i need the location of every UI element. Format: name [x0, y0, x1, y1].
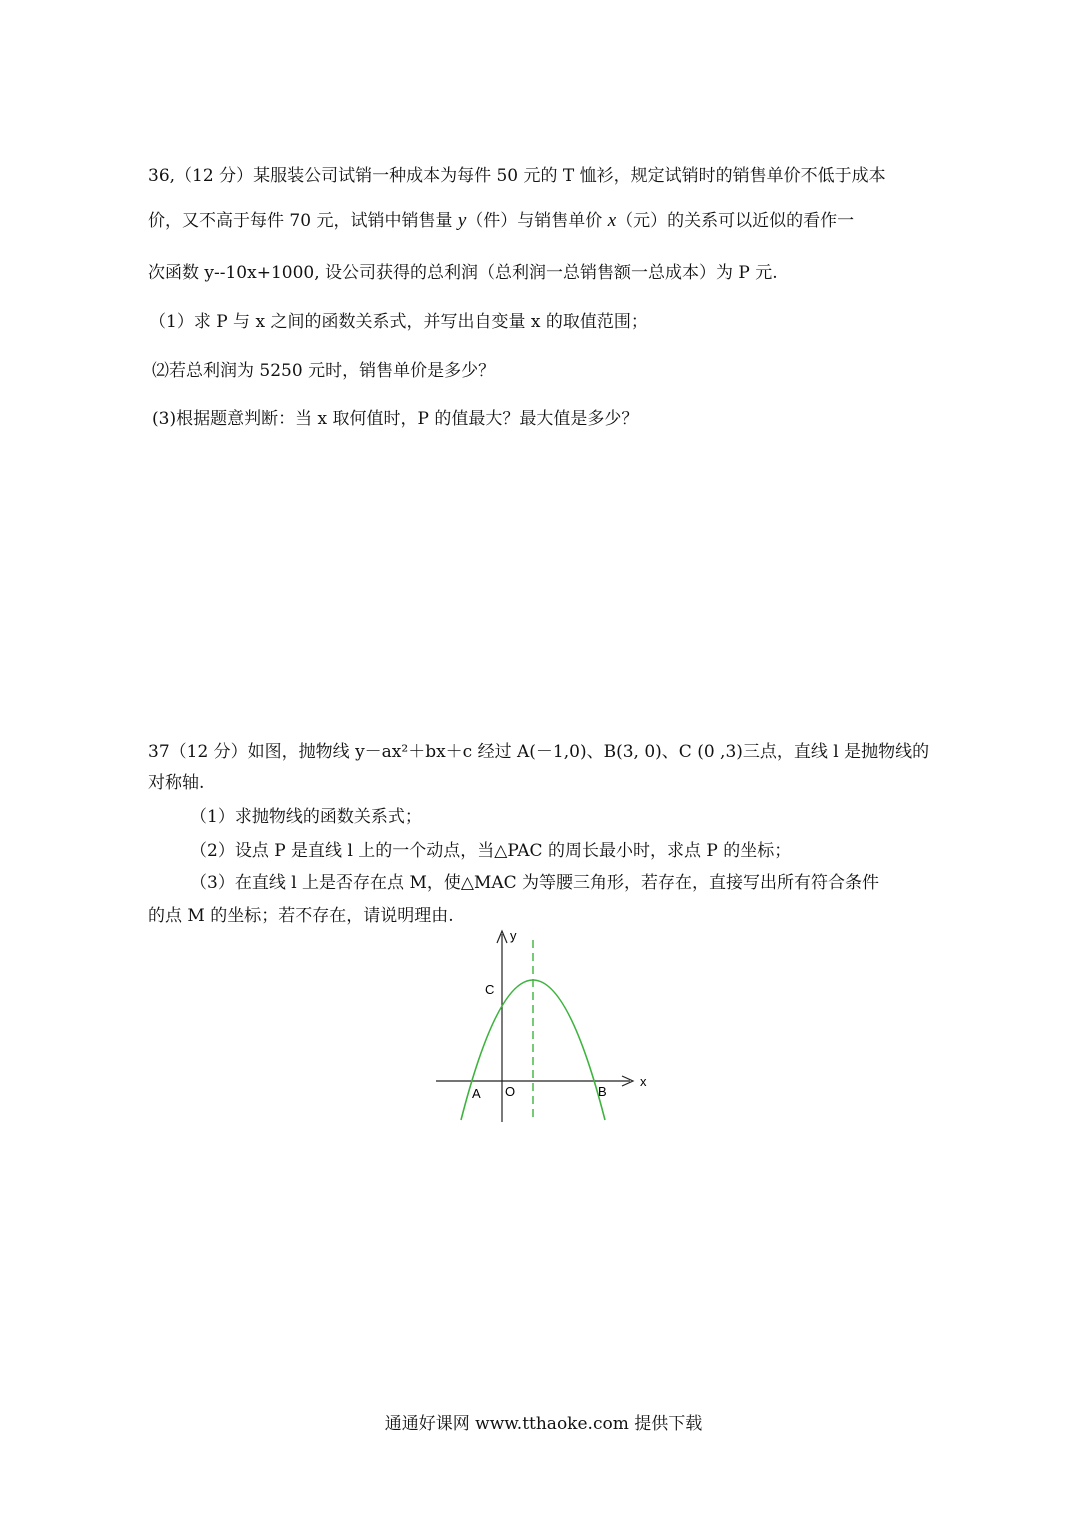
q36-subquestion-1: （1）求 P 与 x 之间的函数关系式，并写出自变量 x 的取值范围； [149, 312, 648, 332]
q36-line-2 [148, 210, 854, 232]
origin-label: O [505, 1084, 516, 1099]
q36-line-3: 次函数 y--10x+1000, 设公司获得的总利润（总利润一总销售额一总成本）为 P 元. [148, 263, 778, 283]
q37-subquestion-2: （2）设点 P 是直线 l 上的一个动点，当△PAC 的周长最小时，求点 P 的坐标； [190, 841, 792, 861]
q37-subquestion-3-continued: 的点 M 的坐标；若不存在，请说明理由. [148, 906, 454, 926]
y-axis-label: y [510, 928, 517, 943]
x-axis-label: x [640, 1074, 647, 1089]
q37-subquestion-3: （3）在直线 l 上是否存在点 M，使△MAC 为等腰三角形，若存在，直接写出所有符合条件 [190, 873, 880, 893]
q37-subquestion-1: （1）求抛物线的函数关系式； [190, 807, 422, 827]
q37-line-1: 37（12 分）如图，抛物线 y－ax²＋bx＋c 经过 A(－1,0)、B(3, 0)、C (0 ,3)三点，直线 l 是抛物线的 [148, 742, 930, 762]
q37-line-2: 对称轴. [148, 773, 205, 793]
point-a-label: A [472, 1086, 481, 1101]
q36-line-2-text-c: （元）的关系可以近似的看作一 [616, 211, 855, 231]
q36-var-y: y [457, 210, 467, 231]
q36-subquestion-3: (3)根据题意判断：当 x 取何值时，P 的值最大？最大值是多少？ [152, 409, 639, 429]
footer-download-text: 通通好课网 www.tthaoke.com 提供下载 [384, 1414, 703, 1434]
point-c-label: C [485, 982, 495, 997]
q36-line-2-text-b: （件）与销售单价 [466, 211, 608, 231]
point-b-label: B [598, 1084, 607, 1099]
q36-line-1: 36,（12 分）某服装公司试销一种成本为每件 50 元的 T 恤衫，规定试销时的销售单价不低于成本 [148, 166, 886, 186]
parabola-figure [430, 928, 652, 1124]
q36-var-x: x [607, 210, 617, 231]
q36-subquestion-2: ⑵若总利润为 5250 元时，销售单价是多少？ [152, 361, 496, 381]
q36-line-2-text-a: 价，又不高于每件 70 元，试销中销售量 [148, 211, 458, 231]
